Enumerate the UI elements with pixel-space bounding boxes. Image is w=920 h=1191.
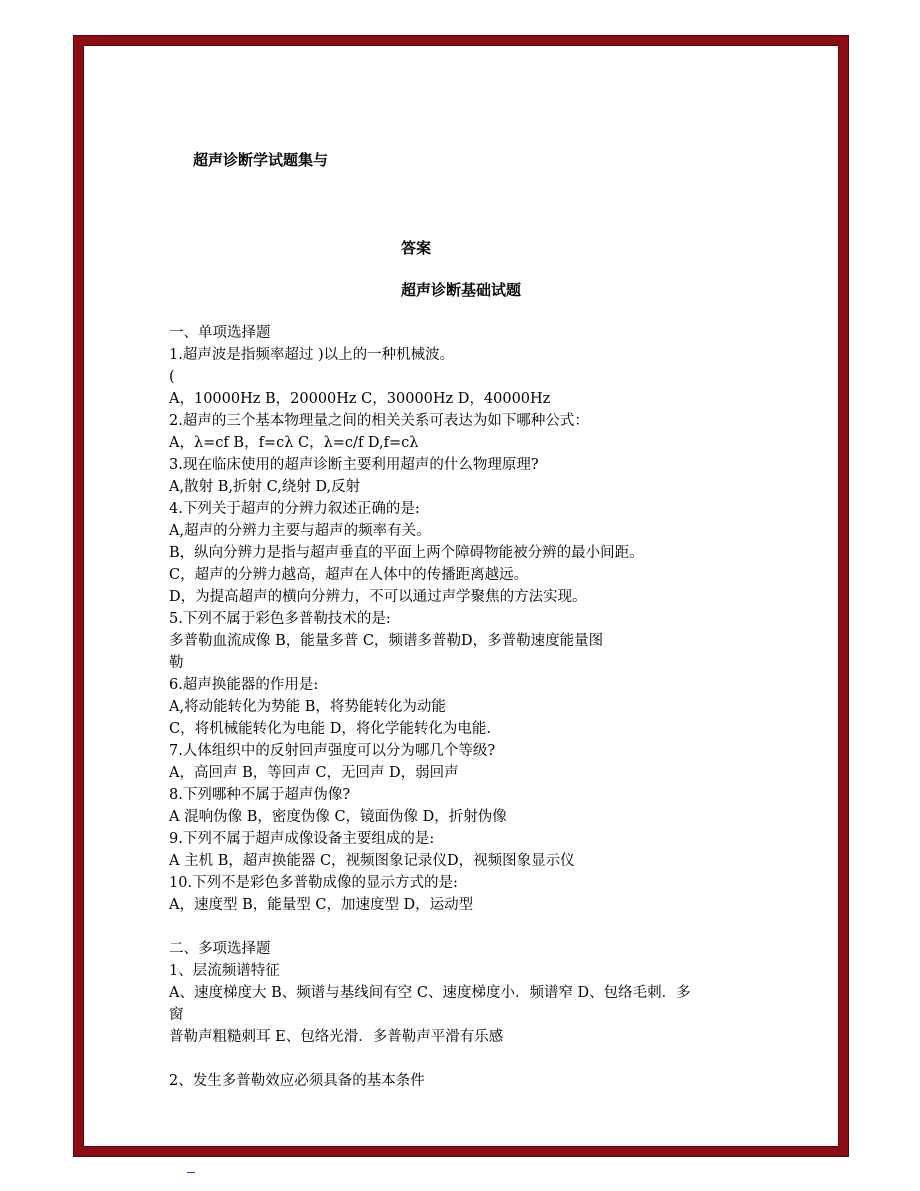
document-title: 超声诊断学试题集与 bbox=[193, 151, 329, 169]
page-number-mark bbox=[187, 1172, 195, 1173]
text-line: A，λ=cf B，f=cλ C，λ=c/f D,f=cλ bbox=[169, 435, 419, 451]
text-line: 一、单项选择题 bbox=[169, 325, 271, 341]
text-line: 勒 bbox=[169, 655, 184, 671]
text-line: 7.人体组织中的反射回声强度可以分为哪几个等级? bbox=[169, 743, 496, 759]
text-line: B，纵向分辨力是指与超声垂直的平面上两个障碍物能被分辨的最小间距。 bbox=[169, 545, 644, 561]
text-line: 9.下列不属于超声成像设备主要组成的是: bbox=[169, 831, 435, 847]
text-line: A，10000Hz B，20000Hz C，30000Hz D，40000Hz bbox=[169, 391, 551, 407]
text-line: 2.超声的三个基本物理量之间的相关关系可表达为如下哪种公式： bbox=[169, 413, 589, 429]
text-line: 普勒声粗糙刺耳 E、包络光滑．多普勒声平滑有乐感 bbox=[169, 1029, 504, 1045]
text-line: A、速度梯度大 B、频谱与基线间有空 C、速度梯度小．频谱窄 D、包络毛刺．多 bbox=[169, 985, 691, 1001]
text-line: 10.下列不是彩色多普勒成像的显示方式的是: bbox=[169, 875, 458, 891]
text-line: 3.现在临床使用的超声诊断主要利用超声的什么物理原理? bbox=[169, 457, 539, 473]
text-line: 2、发生多普勒效应必须具备的基本条件 bbox=[169, 1073, 425, 1089]
text-line: C，将机械能转化为电能 D，将化学能转化为电能. bbox=[169, 721, 491, 737]
text-line: A 主机 B，超声换能器 C，视频图象记录仪D，视频图象显示仪 bbox=[169, 853, 575, 869]
text-line: A,将动能转化为势能 B，将势能转化为动能 bbox=[169, 699, 446, 715]
text-line: C，超声的分辨力越高，超声在人体中的传播距离越远。 bbox=[169, 567, 529, 583]
text-line: 6.超声换能器的作用是: bbox=[169, 677, 319, 693]
text-line: 1.超声波是指频率超过 )以上的一种机械波。 bbox=[169, 347, 455, 363]
text-line: A,超声的分辨力主要与超声的频率有关。 bbox=[169, 523, 431, 539]
text-line: ( bbox=[169, 369, 175, 385]
text-line: 5.下列不属于彩色多普勒技术的是: bbox=[169, 611, 391, 627]
text-line: A，速度型 B，能量型 C，加速度型 D，运动型 bbox=[169, 897, 474, 913]
text-line: A 混响伪像 B，密度伪像 C，镜面伪像 D，折射伪像 bbox=[169, 809, 507, 825]
text-line: 1、层流频谱特征 bbox=[169, 963, 280, 979]
text-line: 4.下列关于超声的分辨力叙述正确的是: bbox=[169, 501, 420, 517]
text-line: A,散射 B,折射 C,绕射 D,反射 bbox=[169, 479, 361, 495]
text-line: 多普勒血流成像 B，能量多普 C，频谱多普勒D，多普勒速度能量图 bbox=[169, 633, 604, 649]
text-line: D，为提高超声的横向分辨力，不可以通过声学聚焦的方法实现。 bbox=[169, 589, 587, 605]
text-line: 二、多项选择题 bbox=[169, 941, 271, 957]
section-subtitle: 超声诊断基础试题 bbox=[401, 281, 522, 299]
text-line: 窗 bbox=[169, 1007, 184, 1023]
document-title-continued: 答案 bbox=[401, 239, 432, 257]
text-line: 8.下列哪种不属于超声伪像? bbox=[169, 787, 351, 803]
text-line: A，高回声 B，等回声 C，无回声 D，弱回声 bbox=[169, 765, 459, 781]
